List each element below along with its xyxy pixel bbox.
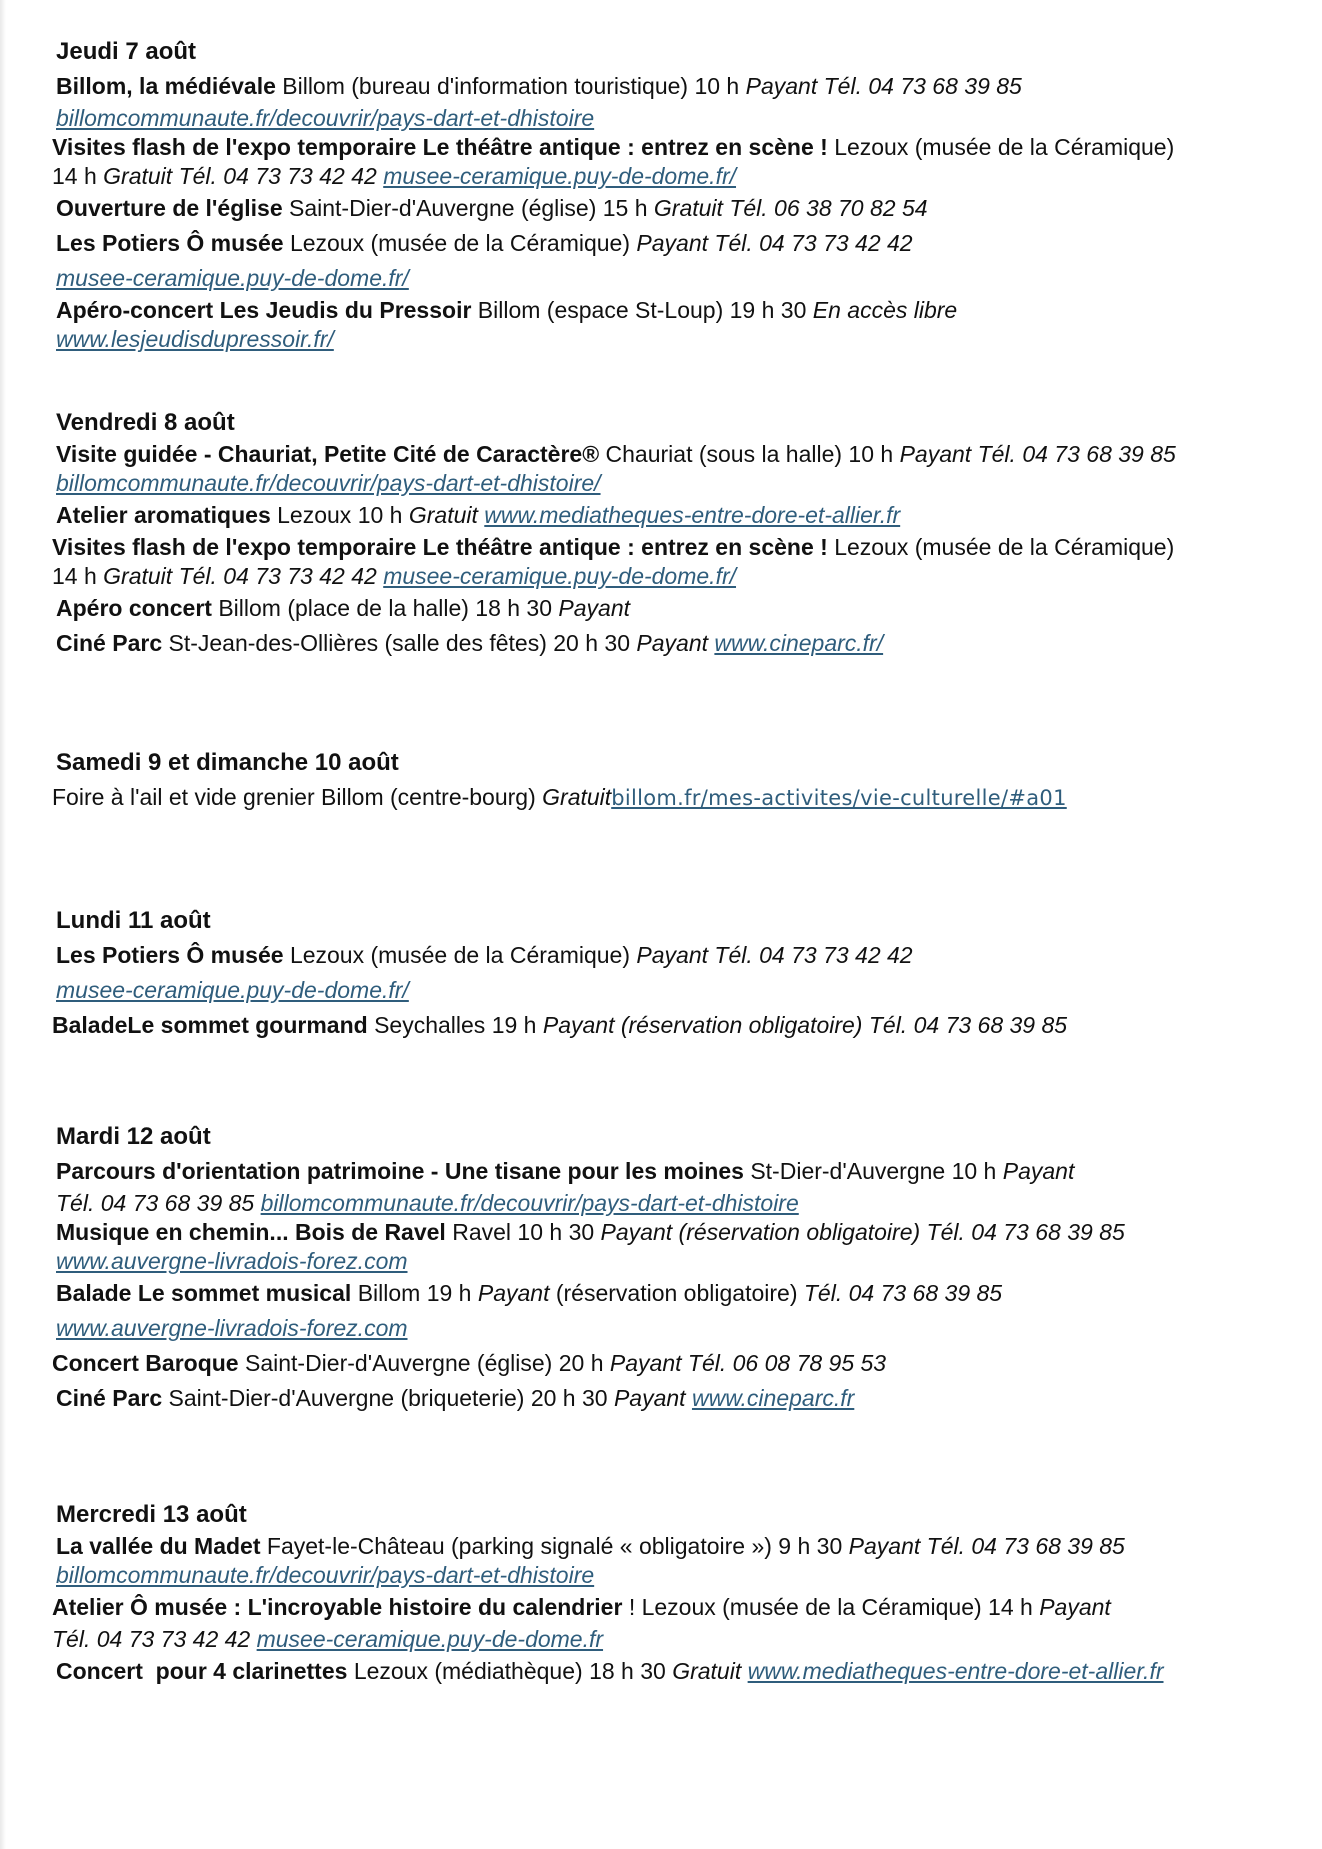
event-price: Gratuit bbox=[103, 563, 173, 589]
event-place: Seychalles 19 h bbox=[374, 1012, 537, 1038]
event-name: Visites flash de l'expo temporaire Le théâtre antique : entrez en scène ! bbox=[52, 534, 828, 560]
event-name: Concert pour 4 clarinettes bbox=[56, 1658, 348, 1684]
event-name: Ouverture de l'église bbox=[56, 195, 283, 221]
event-place: St-Jean-des-Ollières (salle des fêtes) 20 h 30 bbox=[168, 630, 630, 656]
event-name: Apéro concert bbox=[56, 595, 212, 621]
event-line bbox=[56, 498, 1306, 533]
event-line bbox=[56, 1532, 1306, 1561]
event-place: Lezoux (musée de la Céramique) bbox=[289, 230, 630, 256]
event-price: Payant bbox=[613, 1385, 686, 1411]
event-place: Ravel 10 h 30 bbox=[452, 1219, 595, 1245]
event-line bbox=[52, 780, 1306, 816]
event-link[interactable]: www.lesjeudisdupressoir.fr/ bbox=[56, 326, 334, 352]
event-link[interactable]: musee-ceramique.puy-de-dome.fr/ bbox=[56, 265, 409, 291]
event-line bbox=[56, 1189, 1306, 1218]
day-title: Mardi 12 août bbox=[56, 1123, 211, 1150]
event-price: Gratuit bbox=[408, 502, 478, 528]
event-note: (réservation obligatoire) bbox=[555, 1280, 798, 1306]
event-name: Parcours d'orientation patrimoine - Une tisane pour les moines bbox=[56, 1158, 744, 1184]
event-place: Fayet-le-Château (parking signalé « obligatoire ») 9 h 30 bbox=[266, 1533, 843, 1559]
event-link[interactable]: www.cineparc.fr/ bbox=[714, 630, 884, 656]
event-line bbox=[52, 133, 1306, 162]
event-bang: ! bbox=[628, 1594, 636, 1620]
event-price: Payant bbox=[1002, 1158, 1075, 1184]
event-tel: Tél. 04 73 68 39 85 bbox=[823, 73, 1022, 99]
event-price: Gratuit bbox=[542, 784, 612, 810]
event-line bbox=[56, 1381, 1306, 1416]
event-link[interactable]: musee-ceramique.puy-de-dome.fr/ bbox=[56, 977, 409, 1003]
event-tel: Tél. 04 73 68 39 85 bbox=[926, 1533, 1125, 1559]
event-line bbox=[52, 562, 1306, 591]
event-link[interactable]: musee-ceramique.puy-de-dome.fr bbox=[256, 1626, 604, 1652]
day-section bbox=[52, 34, 1306, 354]
day-section bbox=[52, 903, 1306, 1043]
event-line bbox=[56, 191, 1306, 226]
event-place: Lezoux (musée de la Céramique) bbox=[834, 534, 1175, 560]
event-place: Billom (bureau d'information touristique) 10 h bbox=[282, 73, 740, 99]
event-link[interactable]: musee-ceramique.puy-de-dome.fr/ bbox=[383, 563, 737, 589]
event-name: Visites flash de l'expo temporaire Le théâtre antique : entrez en scène ! bbox=[52, 134, 828, 160]
event-place: Saint-Dier-d'Auvergne (église) 15 h bbox=[289, 195, 648, 221]
event-price: Payant bbox=[636, 230, 708, 256]
event-tel: Tél. 04 73 73 42 42 bbox=[714, 942, 913, 968]
day-title: Vendredi 8 août bbox=[56, 409, 235, 436]
event-link[interactable]: www.cineparc.fr bbox=[691, 1385, 855, 1411]
event-link[interactable]: billom.fr/mes-activites/vie-culturelle/#a01 bbox=[611, 786, 1067, 810]
event-time: 14 h bbox=[52, 563, 97, 589]
event-link[interactable]: www.auvergne-livradois-forez.com bbox=[56, 1315, 408, 1341]
event-place: Lezoux 10 h bbox=[277, 502, 403, 528]
event-place: Chauriat (sous la halle) 10 h bbox=[605, 441, 894, 467]
event-tel: Tél. 06 08 78 95 53 bbox=[687, 1350, 887, 1376]
event-name: La vallée du Madet bbox=[56, 1533, 261, 1559]
day-title: Samedi 9 et dimanche 10 août bbox=[56, 749, 399, 776]
event-tel: Tél. 06 38 70 82 54 bbox=[729, 195, 928, 221]
event-price: Payant bbox=[558, 595, 631, 621]
event-tel: Tél. 04 73 73 42 42 bbox=[178, 163, 377, 189]
event-name: Apéro-concert Les Jeudis du Pressoir bbox=[56, 297, 472, 323]
day-section bbox=[52, 745, 1306, 816]
event-line bbox=[52, 1008, 1306, 1043]
event-line bbox=[56, 1218, 1306, 1247]
event-name: BaladeLe sommet gourmand bbox=[52, 1012, 368, 1038]
day-title: Jeudi 7 août bbox=[56, 38, 197, 65]
event-price: Payant bbox=[609, 1350, 682, 1376]
event-link[interactable]: www.auvergne-livradois-forez.com bbox=[56, 1248, 408, 1274]
event-link[interactable]: musee-ceramique.puy-de-dome.fr/ bbox=[383, 163, 737, 189]
event-name: Les Potiers Ô musée bbox=[56, 230, 284, 256]
event-place: Foire à l'ail et vide grenier Billom (centre-bourg) bbox=[52, 784, 536, 810]
event-tel: Tél. 04 73 73 42 42 bbox=[178, 563, 377, 589]
event-name: Balade Le sommet musical bbox=[56, 1280, 352, 1306]
event-price: Payant (réservation obligatoire) bbox=[542, 1012, 863, 1038]
event-line bbox=[52, 533, 1306, 562]
event-price: Gratuit bbox=[653, 195, 723, 221]
event-tel: Tél. 04 73 68 39 85 bbox=[56, 1190, 255, 1216]
event-tel: Tél. 04 73 68 39 85 bbox=[926, 1219, 1125, 1245]
event-tel: Tél. 04 73 68 39 85 bbox=[868, 1012, 1068, 1038]
event-place: Lezoux (musée de la Céramique) bbox=[834, 134, 1175, 160]
event-place: Billom 19 h bbox=[357, 1280, 472, 1306]
event-name: Atelier aromatiques bbox=[56, 502, 271, 528]
event-name: Les Potiers Ô musée bbox=[56, 942, 284, 968]
event-price: Payant bbox=[745, 73, 818, 99]
event-line bbox=[56, 591, 1306, 626]
event-link[interactable]: www.mediatheques-entre-dore-et-allier.fr bbox=[747, 1658, 1164, 1684]
event-price: Payant bbox=[636, 630, 708, 656]
day-section bbox=[52, 1497, 1306, 1689]
event-place: Lezoux (musée de la Céramique) bbox=[289, 942, 630, 968]
event-line bbox=[52, 1346, 1306, 1381]
event-name: Concert Baroque bbox=[52, 1350, 239, 1376]
event-name: Atelier Ô musée : L'incroyable histoire du calendrier bbox=[52, 1594, 623, 1620]
event-tel: Tél. 04 73 68 39 85 bbox=[803, 1280, 1003, 1306]
event-link[interactable]: www.mediatheques-entre-dore-et-allier.fr bbox=[484, 502, 901, 528]
event-name: Billom, la médiévale bbox=[56, 73, 276, 99]
page-edge bbox=[0, 0, 6, 1849]
event-place: Saint-Dier-d'Auvergne (briqueterie) 20 h 30 bbox=[168, 1385, 608, 1411]
event-place: St-Dier-d'Auvergne 10 h bbox=[750, 1158, 997, 1184]
event-price: Payant bbox=[899, 441, 972, 467]
event-price: Payant (réservation obligatoire) bbox=[600, 1219, 921, 1245]
event-name: Ciné Parc bbox=[56, 1385, 163, 1411]
event-line bbox=[56, 69, 1306, 104]
event-line bbox=[52, 162, 1306, 191]
event-line bbox=[56, 626, 1306, 661]
event-place: Billom (espace St-Loup) 19 h 30 bbox=[477, 297, 807, 323]
day-section bbox=[52, 405, 1306, 661]
event-price: Payant bbox=[848, 1533, 921, 1559]
event-link[interactable]: billomcommunaute.fr/decouvrir/pays-dart-et-dhistoire bbox=[56, 105, 595, 131]
event-line bbox=[56, 1276, 1306, 1311]
event-place: Lezoux (musée de la Céramique) 14 h bbox=[641, 1594, 1033, 1620]
event-tel: Tél. 04 73 73 42 42 bbox=[52, 1626, 251, 1652]
event-link[interactable]: billomcommunaute.fr/decouvrir/pays-dart-et-dhistoire bbox=[260, 1190, 799, 1216]
event-line bbox=[56, 1154, 1306, 1189]
event-time: 14 h bbox=[52, 163, 97, 189]
event-name: Ciné Parc bbox=[56, 630, 163, 656]
event-price: Payant bbox=[477, 1280, 550, 1306]
event-price: Payant bbox=[1039, 1594, 1111, 1620]
day-title: Mercredi 13 août bbox=[56, 1501, 247, 1528]
event-line bbox=[52, 1625, 1306, 1654]
event-name: Visite guidée - Chauriat, Petite Cité de Caractère® bbox=[56, 441, 600, 467]
event-line bbox=[56, 1654, 1306, 1689]
event-line bbox=[56, 938, 1306, 973]
event-line bbox=[56, 440, 1306, 469]
event-line bbox=[56, 296, 1306, 325]
event-link[interactable]: billomcommunaute.fr/decouvrir/pays-dart-et-dhistoire/ bbox=[56, 470, 601, 496]
event-price: Payant bbox=[636, 942, 708, 968]
event-line bbox=[56, 226, 1306, 261]
day-title: Lundi 11 août bbox=[56, 907, 211, 934]
event-line bbox=[52, 1590, 1306, 1625]
event-price: En accès libre bbox=[812, 297, 958, 323]
event-place: Saint-Dier-d'Auvergne (église) 20 h bbox=[244, 1350, 604, 1376]
event-place: Billom (place de la halle) 18 h 30 bbox=[218, 595, 553, 621]
event-tel: Tél. 04 73 68 39 85 bbox=[977, 441, 1176, 467]
event-price: Gratuit bbox=[103, 163, 173, 189]
event-price: Gratuit bbox=[672, 1658, 742, 1684]
event-name: Musique en chemin... Bois de Ravel bbox=[56, 1219, 446, 1245]
event-place: Lezoux (médiathèque) 18 h 30 bbox=[353, 1658, 666, 1684]
day-section bbox=[52, 1119, 1306, 1416]
event-tel: Tél. 04 73 73 42 42 bbox=[714, 230, 913, 256]
event-link[interactable]: billomcommunaute.fr/decouvrir/pays-dart-et-dhistoire bbox=[56, 1562, 595, 1588]
